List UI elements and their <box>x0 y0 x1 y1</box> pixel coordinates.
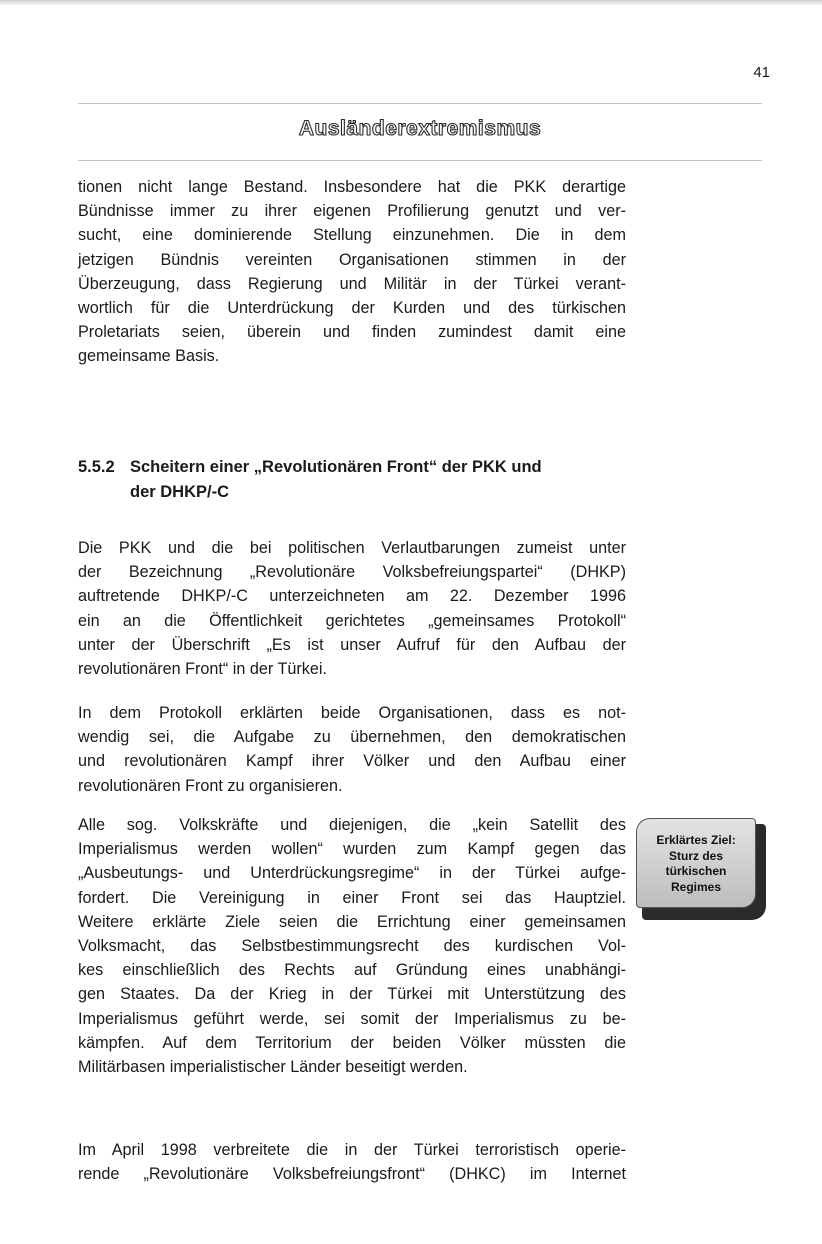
text-line: unter der Überschrift „Es ist unser Aufruf für den Aufbau der <box>78 635 626 654</box>
paragraph-5 <box>78 1138 626 1186</box>
text-line: und revolutionären Kampf ihrer Völker und den Aufbau einer <box>78 752 626 771</box>
paragraph-4 <box>78 813 626 1079</box>
text-line: revolutionären Front“ in der Türkei. <box>78 660 327 679</box>
margin-note-box <box>636 818 766 920</box>
text-line: Volksmacht, das Selbstbestimmungsrecht des kurdischen Vol- <box>78 937 626 956</box>
text-line: Militärbasen imperialistischer Länder beseitigt werden. <box>78 1058 468 1077</box>
text-line: wendig sei, die Aufgabe zu übernehmen, den demokratischen <box>78 728 626 747</box>
header-rule-top <box>78 103 762 104</box>
margin-note <box>636 818 756 908</box>
section-title-line2: der DHKP/-C <box>130 483 230 501</box>
margin-note-line3: türkischen <box>665 864 727 878</box>
text-line: Überzeugung, dass Regierung und Militär in der Türkei verant- <box>78 274 626 293</box>
text-line: gemeinsame Basis. <box>78 347 220 366</box>
section-heading <box>78 455 638 505</box>
page-top-edge <box>0 0 822 5</box>
text-line: Alle sog. Volkskräfte und diejenigen, die „kein Satellit des <box>78 816 626 834</box>
text-line: jetzigen Bündnis vereinten Organisationen stimmen in der <box>78 250 626 269</box>
text-line: wortlich für die Unterdrückung der Kurden und des türkischen <box>78 299 626 318</box>
paragraph-2 <box>78 536 626 681</box>
text-line: In dem Protokoll erklärten beide Organisationen, dass es not- <box>78 704 626 722</box>
header-rule-bottom <box>78 160 762 161</box>
text-line: revolutionären Front zu organisieren. <box>78 776 343 795</box>
paragraph-1 <box>78 175 626 369</box>
text-line: rende „Revolutionäre Volksbefreiungsfront“ (DHKC) im Internet <box>78 1165 626 1184</box>
text-line: sucht, eine dominierende Stellung einzunehmen. Die in dem <box>78 226 626 245</box>
margin-note-line1: Erklärtes Ziel: <box>656 833 736 847</box>
running-header-title: Ausländerextremismus <box>298 117 542 140</box>
margin-note-line2: Sturz des <box>668 848 723 863</box>
text-line: Die PKK und die bei politischen Verlautbarungen zumeist unter <box>78 539 626 557</box>
text-line: Proletariats seien, überein und finden zumindest damit eine <box>78 323 626 342</box>
text-line: fordert. Die Vereinigung in einer Front sei das Hauptziel. <box>78 888 626 907</box>
section-number: 5.5.2 <box>78 458 115 476</box>
text-line: der Bezeichnung „Revolutionäre Volksbefreiungspartei“ (DHKP) <box>78 563 626 582</box>
text-line: auftretende DHKP/-C unterzeichneten am 22. Dezember 1996 <box>78 587 626 606</box>
text-line: tionen nicht lange Bestand. Insbesondere hat die PKK derartige <box>78 178 626 196</box>
text-line: ein an die Öffentlichkeit gerichtetes „gemeinsames Protokoll“ <box>78 611 626 630</box>
text-line: Weitere erklärte Ziele seien die Errichtung einer gemeinsamen <box>78 912 626 931</box>
text-line: Imperialismus werden wollen“ wurden zum Kampf gegen das <box>78 840 626 859</box>
margin-note-line4: Regimes <box>670 879 722 894</box>
text-line: „Ausbeutungs- und Unterdrückungsregime“ in der Türkei aufge- <box>78 864 626 883</box>
text-line: Bündnisse immer zu ihrer eigenen Profilierung genutzt und ver- <box>78 202 626 221</box>
text-line: Im April 1998 verbreitete die in der Türkei terroristisch operie- <box>78 1141 626 1159</box>
page-number: 41 <box>753 64 770 81</box>
text-line: kes einschließlich des Rechts auf Gründung eines unabhängi- <box>78 961 626 980</box>
text-line: kämpfen. Auf dem Territorium der beiden Völker müssten die <box>78 1033 626 1052</box>
text-line: Imperialismus geführt werde, sei somit der Imperialismus zu be- <box>78 1009 626 1028</box>
paragraph-3 <box>78 701 626 798</box>
section-title-line1: Scheitern einer „Revolutionären Front“ der PKK und <box>130 458 542 476</box>
text-line: gen Staates. Da der Krieg in der Türkei mit Unterstützung des <box>78 985 626 1004</box>
